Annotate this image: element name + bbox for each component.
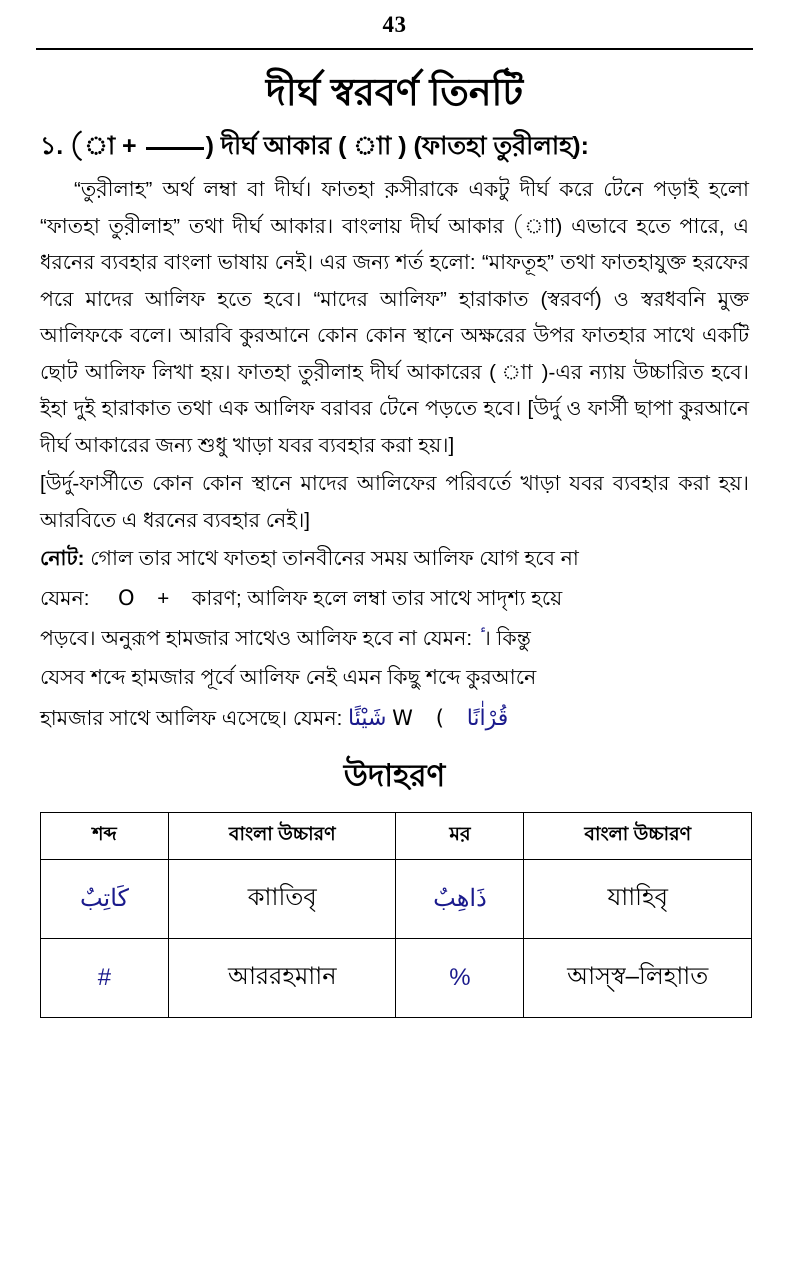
note-line-2-prefix: যেমন: — [40, 586, 90, 610]
column-header-pron-2: বাংলা উচ্চারণ — [524, 812, 752, 859]
blank-underline — [146, 147, 204, 150]
cell-arabic-word: ذَاهِبٌ — [396, 859, 524, 938]
note-paragraph-5 — [40, 699, 749, 738]
section-heading — [40, 130, 749, 163]
note-line-5-prefix: হামজার সাথে আলিফ এসেছে। যেমন: — [40, 706, 343, 730]
note-line-1: গোল তার সাথে ফাতহা তানবীনের সময় আলিফ যোগ হবে না — [90, 547, 579, 571]
cell-arabic-word: % — [396, 938, 524, 1017]
page-number: 43 — [382, 12, 407, 37]
cell-bangla-pron: আররহমাান — [168, 938, 396, 1017]
cell-arabic-word: كَاتِبٌ — [41, 859, 169, 938]
note-paragraph-3 — [40, 619, 749, 658]
column-header-word-1: শব্দ — [41, 812, 169, 859]
paragraph-2: [উর্দু-ফার্সীতে কোন কোন স্থানে মাদের আলিফের পরিবর্তে খাড়া যবর ব্যবহার করা হয়। আরবিতে এ ধরনের ব্যবহার নেই।] — [40, 472, 749, 532]
note-paragraph-2 — [40, 580, 749, 617]
open-paren: ( — [435, 705, 444, 730]
table-row — [41, 938, 752, 1017]
section-heading-prefix: ১. ( — [40, 131, 116, 160]
note-paragraph — [40, 541, 749, 577]
arabic-example-2: قُرْاٰنًا — [466, 705, 509, 731]
column-header-word-2: মব় — [396, 812, 524, 859]
cell-arabic-word: # — [41, 938, 169, 1017]
note-line-2-suffix: কারণ; আলিফ হলে লম্বা তার সাথে সাদৃশ্য হয়ে — [192, 586, 563, 610]
arabic-example-1: شَيْئًا — [348, 705, 387, 731]
note-line-3-prefix: পড়বে। অনুরূপ হামজার সাথেও আলিফ হবে না যেমন: — [40, 627, 473, 650]
note-line-3-suffix: । কিন্তু — [483, 627, 531, 650]
examples-table — [40, 812, 752, 1018]
note-label: নোট: — [40, 547, 85, 571]
note-paragraph-4: যেসব শব্দে হামজার পূর্বে আলিফ নেই এমন কিছু শব্দে কুরআনে — [40, 666, 537, 690]
table-header-row — [41, 812, 752, 859]
examples-heading: উদাহরণ — [343, 757, 446, 793]
plus-sign: + — [122, 131, 137, 160]
w-symbol: W — [392, 705, 413, 730]
section-heading-suffix: ) দীর্ঘ আকার ( াা ) (ফাতহা তুব়ীলাহ): — [205, 131, 589, 160]
cell-bangla-pron: আস্স্ব–লিহাাত — [524, 938, 752, 1017]
page-title: দীর্ঘ স্বরবর্ণ তিনটি — [265, 72, 524, 114]
cell-bangla-pron: যাাহিবৃ — [524, 859, 752, 938]
cell-bangla-pron: কাাতিবৃ — [168, 859, 396, 938]
circle-symbol: O — [117, 585, 135, 610]
note-plus-sign: + — [157, 586, 170, 610]
column-header-pron-1: বাংলা উচ্চারণ — [168, 812, 396, 859]
paragraph-1: “তুব়ীলাহ” অর্থ লম্বা বা দীর্ঘ। ফাতহা ক়সীরাকে একটু দীর্ঘ করে টেনে পড়াই হলো “ফাতহা তুব়ীলাহ” তথা দীর্ঘ আকার। বাংলায় দীর্ঘ আকার (াা) এভাবে হতে পারে, এ ধরনের ব্যবহার বাংলা ভাষায় নেই। এর জন্য শর্ত হলো: “মাফতূহ” তথা ফাতহাযুক্ত হরফের পরে মাদের আলিফ হতে হবে। “মাদের আলিফ” হারাকাত (স্বরবর্ণ) ও স্বরধবনি মুক্ত আলিফকে বলে। আরবি কুরআনে কোন কোন স্থানে অক্ষরের উপর ফাতহার সাথে একটি ছোট আলিফ লিখা হয়। ফাতহা তুব়ীলাহ দীর্ঘ আকারের ( াা )-এর ন্যায় উচ্চারিত হবে। ইহা দুই হারাকাত তথা এক আলিফ বরাবর টেনে পড়তে হবে। [উর্দু ও ফার্সী ছাপা কুরআনে দীর্ঘ আকারের জন্য শুধু খাড়া যবর ব্যবহার করা হয়।] — [40, 178, 749, 457]
table-row — [41, 859, 752, 938]
header-divider — [36, 48, 753, 50]
page-content — [0, 72, 789, 1018]
